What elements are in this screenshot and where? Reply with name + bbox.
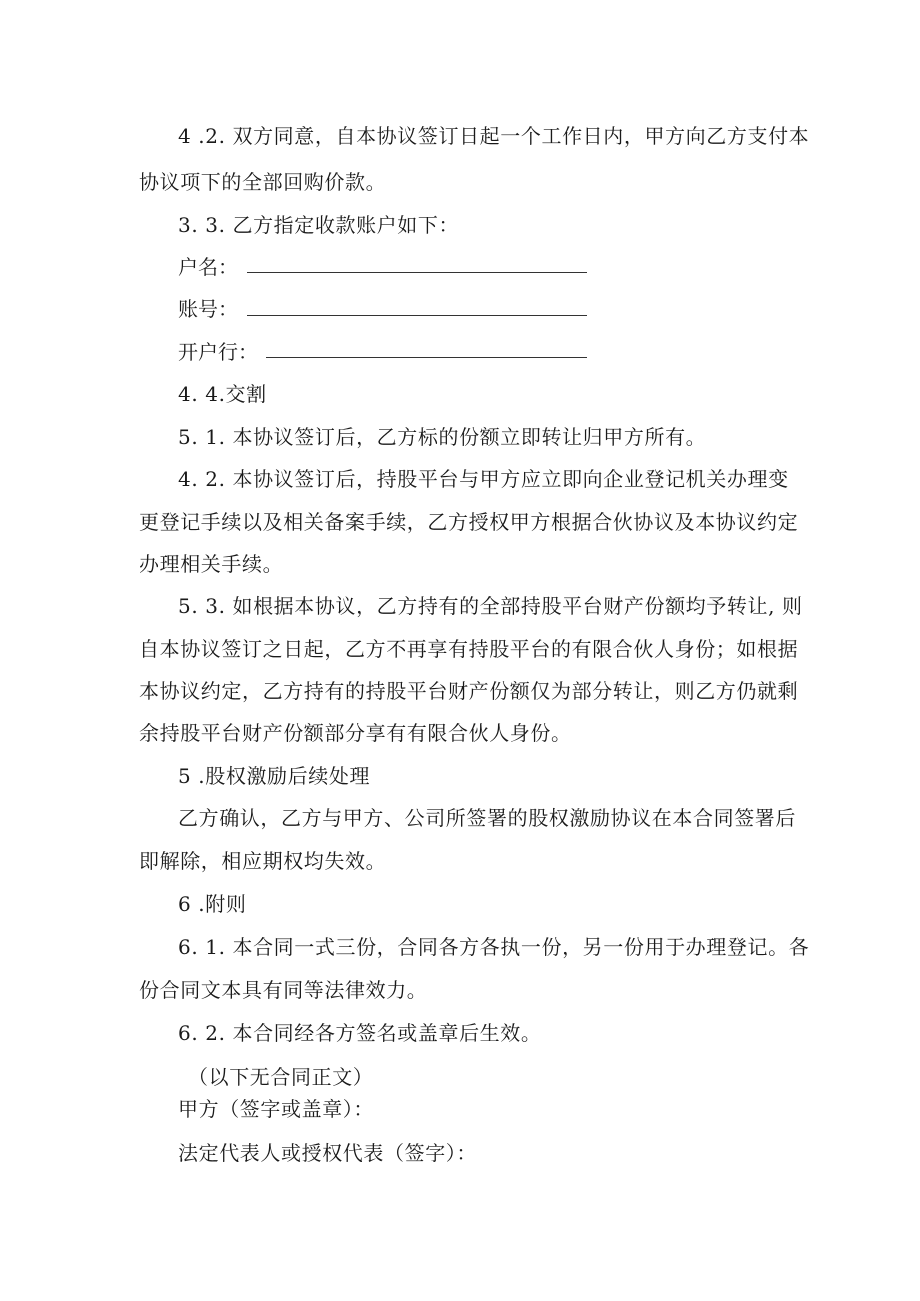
delivery-heading: 4. 4.交割 bbox=[178, 382, 267, 406]
clause-5-1: 5. 1. 本协议签订后，乙方标的份额立即转让归甲方所有。 bbox=[178, 425, 707, 449]
clause-5-3-line-2: 自本协议签订之日起，乙方不再享有持股平台的有限合伙人身份；如根据 bbox=[139, 637, 799, 661]
account-name-row bbox=[178, 255, 238, 279]
account-number-row bbox=[178, 297, 238, 321]
account-number-blank bbox=[247, 315, 587, 316]
clause-5-3-line-4: 余持股平台财产份额部分享有有限合伙人身份。 bbox=[139, 721, 572, 745]
clause-4-2b-line-2: 更登记手续以及相关备案手续，乙方授权甲方根据合伙协议及本协议约定 bbox=[139, 510, 799, 534]
bank-blank bbox=[266, 357, 587, 358]
bank-row bbox=[178, 340, 258, 364]
party-a-signature-line: 甲方（签字或盖章）： bbox=[178, 1097, 374, 1121]
section-5-heading: 5 .股权激励后续处理 bbox=[178, 764, 371, 788]
account-name-blank bbox=[247, 272, 587, 273]
clause-4-2-line-2: 协议项下的全部回购价款。 bbox=[139, 170, 387, 194]
clause-3-3: 3. 3. 乙方指定收款账户如下： bbox=[178, 213, 460, 237]
bank-label: 开户行： bbox=[178, 340, 258, 364]
section-6-heading: 6 .附则 bbox=[178, 892, 247, 916]
clause-4-2b-line-1: 4. 2. 本协议签订后，持股平台与甲方应立即向企业登记机关办理变 bbox=[178, 467, 789, 491]
section-5-para-line-1: 乙方确认，乙方与甲方、公司所签署的股权激励协议在本合同签署后 bbox=[178, 806, 796, 830]
section-5-para-line-2: 即解除，相应期权均失效。 bbox=[139, 849, 387, 873]
account-number-label: 账号： bbox=[178, 297, 238, 321]
clause-6-1-line-1: 6. 1. 本合同一式三份，合同各方各执一份，另一份用于办理登记。各 bbox=[178, 935, 810, 959]
clause-5-3-line-1: 5. 3. 如根据本协议，乙方持有的全部持股平台财产份额均予转让, 则 bbox=[178, 594, 803, 618]
legal-rep-signature-line: 法定代表人或授权代表（签字）： bbox=[178, 1141, 477, 1165]
clause-4-2-line-1: 4 .2. 双方同意，自本协议签订日起一个工作日内，甲方向乙方支付本 bbox=[178, 124, 810, 148]
no-more-text-note: （以下无合同正文） bbox=[188, 1065, 374, 1089]
clause-6-1-line-2: 份合同文本具有同等法律效力。 bbox=[139, 978, 428, 1002]
account-name-label: 户名： bbox=[178, 255, 238, 279]
clause-5-3-line-3: 本协议约定，乙方持有的持股平台财产份额仅为部分转让，则乙方仍就剩 bbox=[139, 679, 799, 703]
clause-4-2b-line-3: 办理相关手续。 bbox=[139, 552, 284, 576]
clause-6-2: 6. 2. 本合同经各方签名或盖章后生效。 bbox=[178, 1021, 542, 1045]
